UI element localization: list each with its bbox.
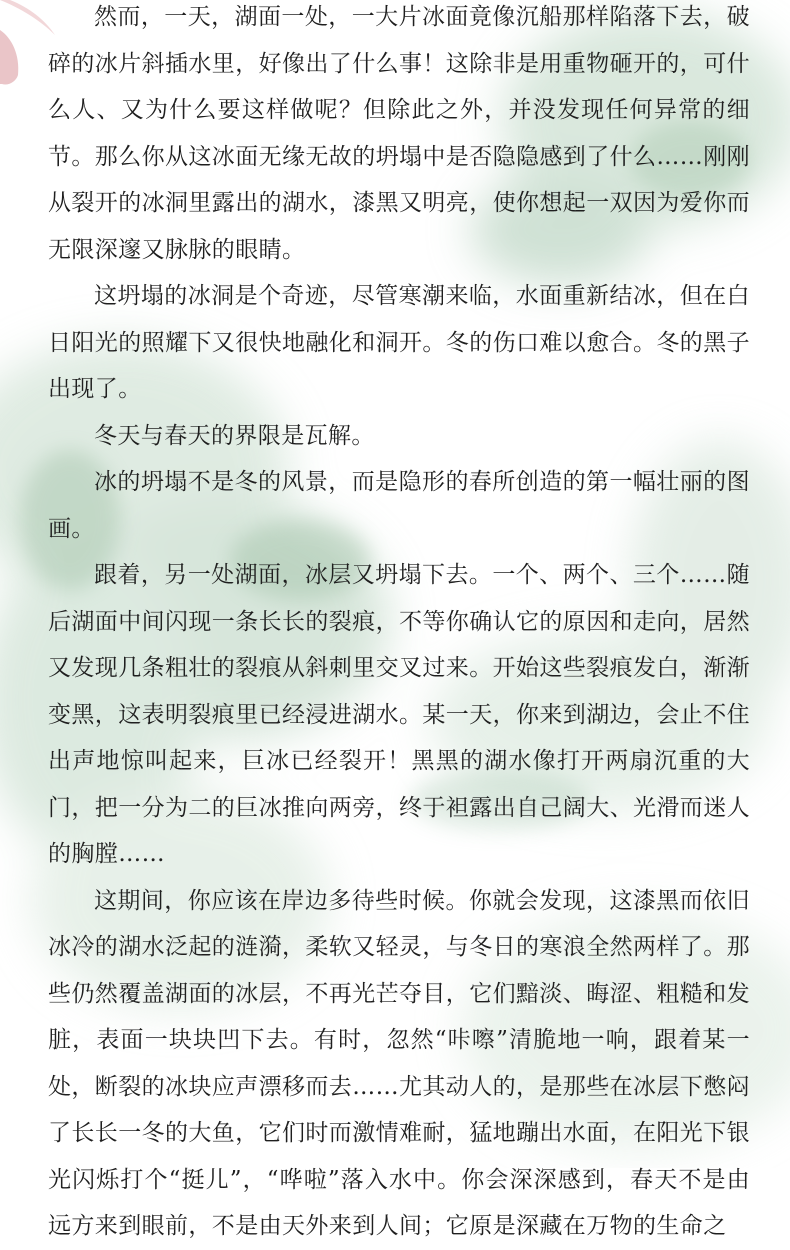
- paragraph-6: 这期间，你应该在岸边多待些时候。你就会发现，这漆黑而依旧冰冷的湖水泛起的涟漪，柔软又轻灵，与冬日的寒浪全然两样了。那些仍然覆盖湖面的冰层，不再光芒夺目，它们黯淡、晦涩、粗糙和发脏，表面一块块凹下去。有时，忽然“咔嚓”清脆地一响，跟着某一处，断裂的冰块应声漂移而去……尤其动人的，是那些在冰层下憋闷了长长一冬的大鱼，它们时而激情难耐，猛地蹦出水面，在阳光下银光闪烁打个“挺儿”，“哗啦”落入水中。你会深深感到，春天不是由远方来到眼前，不是由天外来到人间；它原是深藏在万物的生命之: [48, 887, 750, 1239]
- pink-corner-brushstroke: [0, 0, 60, 90]
- paragraph-1: 然而，一天，湖面一处，一大片冰面竟像沉船那样陷落下去，破碎的冰片斜插水里，好像出了什么事！这除非是用重物砸开的，可什么人、又为什么要这样做呢？但除此之外，并没发现任何异常的细节。那么你从这冰面无缘无故的坍塌中是否隐隐感到了什么……刚刚从裂开的冰洞里露出的湖水，漆黑又明亮，使你想起一双因为爱你而无限深邃又脉脉的眼睛。: [48, 4, 750, 263]
- paragraph-4: 冰的坍塌不是冬的风景，而是隐形的春所创造的第一幅壮丽的图画。: [48, 469, 750, 542]
- paragraph-2: 这坍塌的冰洞是个奇迹，尽管寒潮来临，水面重新结冰，但在白日阳光的照耀下又很快地融化和洞开。冬的伤口难以愈合。冬的黑子出现了。: [48, 283, 750, 402]
- paragraph-5: 跟着，另一处湖面，冰层又坍塌下去。一个、两个、三个……随后湖面中间闪现一条长长的裂痕，不等你确认它的原因和走向，居然又发现几条粗壮的裂痕从斜刺里交叉过来。开始这些裂痕发白，渐渐变黑，这表明裂痕里已经浸进湖水。某一天，你来到湖边，会止不住出声地惊叫起来，巨冰已经裂开！黑黑的湖水像打开两扇沉重的大门，把一分为二的巨冰推向两旁，终于袒露出自己阔大、光滑而迷人的胸膛……: [48, 562, 750, 867]
- paragraph-3: 冬天与春天的界限是瓦解。: [94, 422, 375, 449]
- article-body: [48, 0, 750, 1250]
